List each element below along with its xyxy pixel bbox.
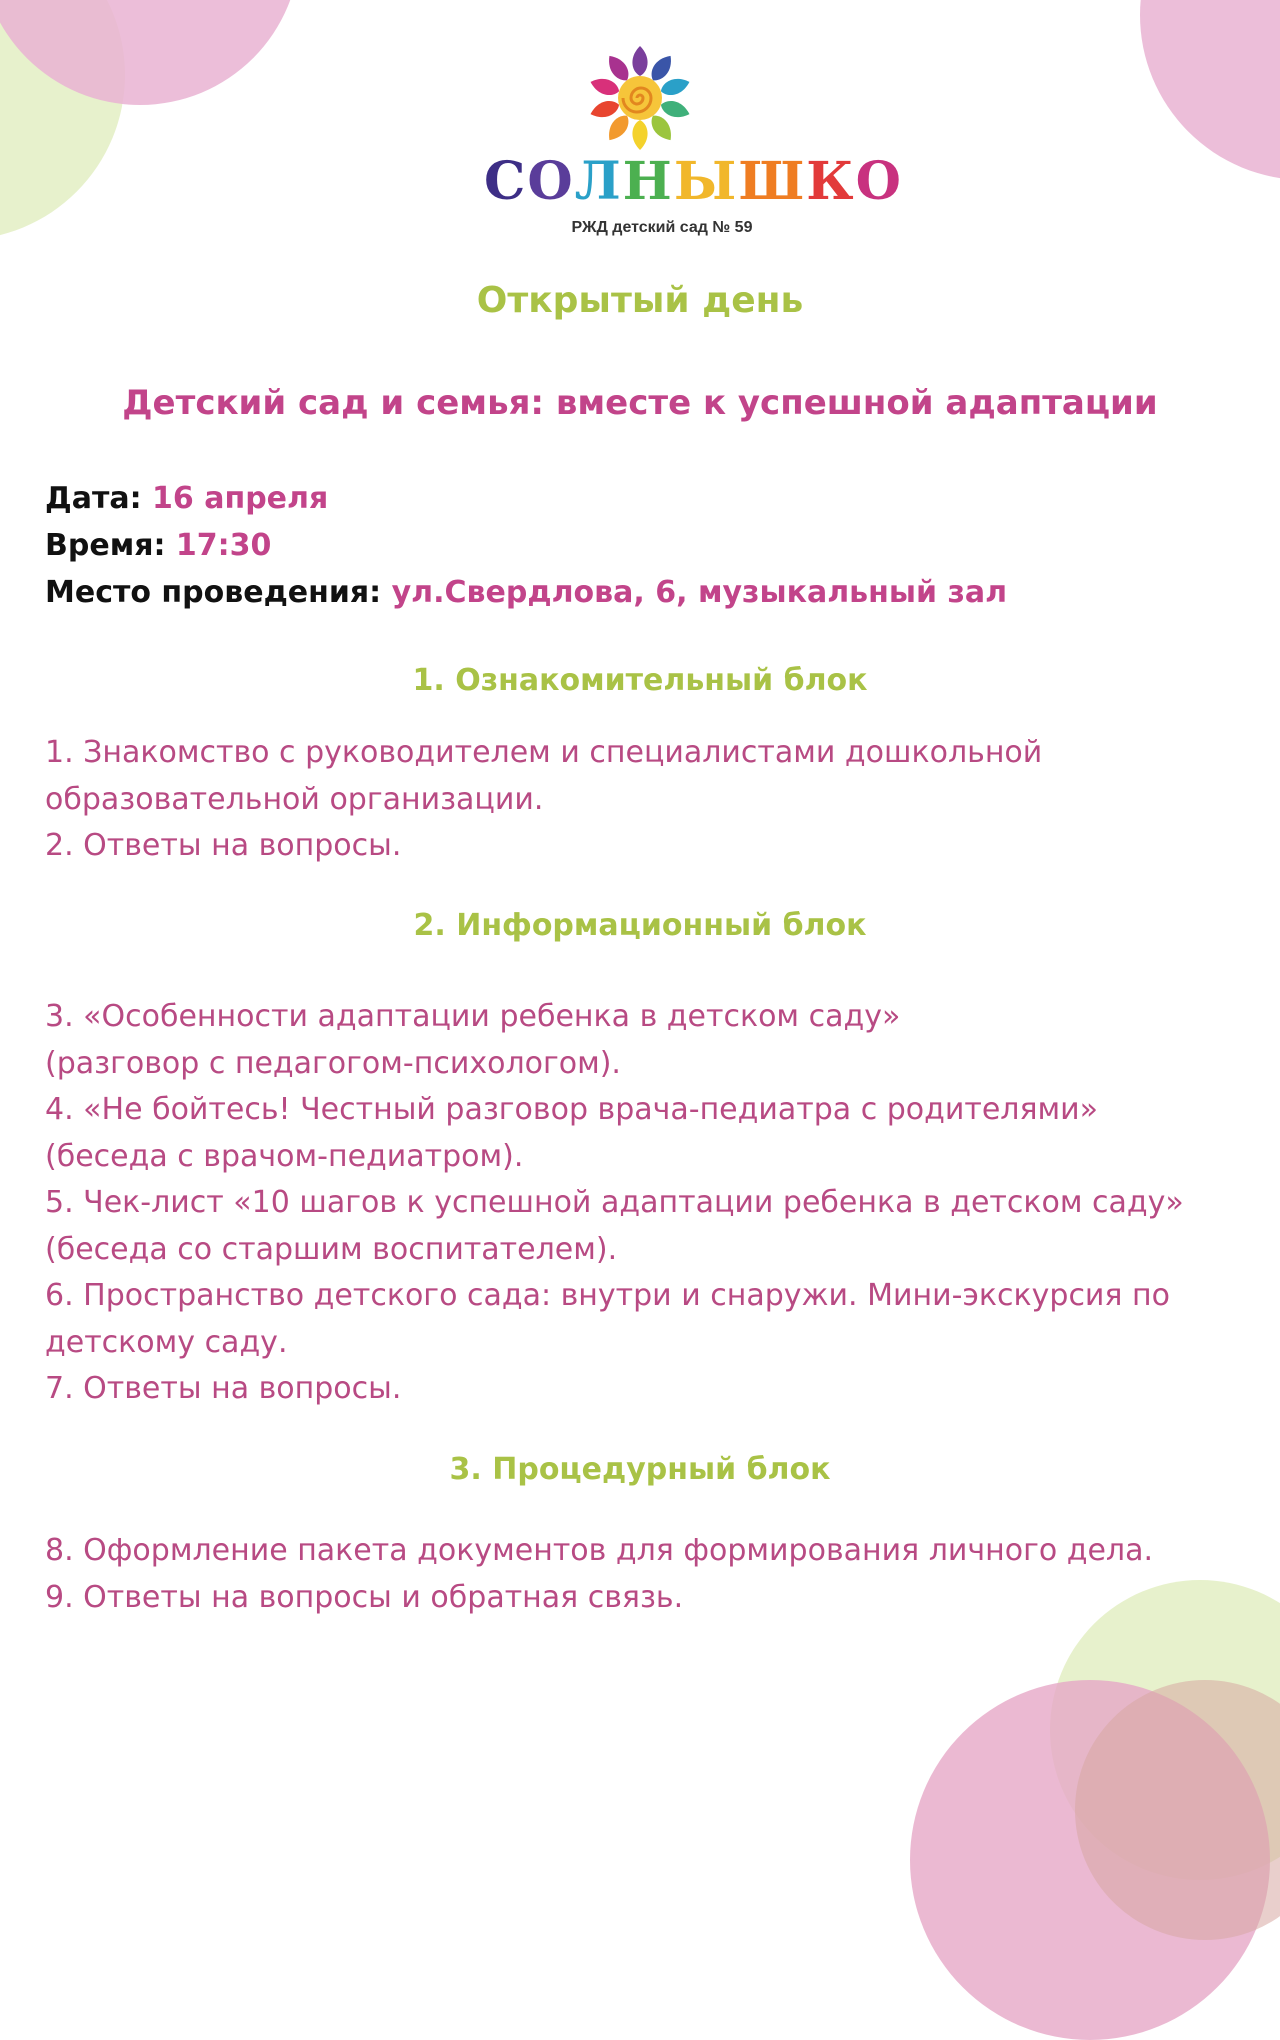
place-label: Место проведения: xyxy=(45,575,382,610)
date-value: 16 апреля xyxy=(152,481,329,516)
block-heading: 1. Ознакомительный блок xyxy=(412,663,868,698)
time-label: Время: xyxy=(45,528,166,563)
block-items xyxy=(45,1528,1245,1621)
list-item: 4. «Не бойтесь! Честный разговор врача-педиатра с родителями» xyxy=(45,1092,1099,1127)
block-items xyxy=(45,994,1245,1413)
list-item: 9. Ответы на вопросы и обратная связь. xyxy=(45,1579,684,1615)
logo-subtitle: РЖД детский сад № 59 xyxy=(571,219,753,236)
block-items xyxy=(45,730,1245,870)
place-value: ул.Свердлова, 6, музыкальный зал xyxy=(391,575,1008,610)
list-item: 7. Ответы на вопросы. xyxy=(45,1371,402,1406)
block-heading: 3. Процедурный блок xyxy=(449,1452,831,1487)
list-item: (беседа с врачом-педиатром). xyxy=(45,1138,524,1174)
list-item: 2. Ответы на вопросы. xyxy=(45,828,402,863)
logo-wordmark: СОЛНЫШКО xyxy=(484,151,903,212)
page-title: Открытый день xyxy=(476,280,804,321)
list-item: 1. Знакомство с руководителем и специалистами дошкольной xyxy=(45,735,1043,770)
list-item: детскому саду. xyxy=(45,1324,288,1360)
list-item: 5. Чек-лист «10 шагов к успешной адаптации ребенка в детском саду» xyxy=(45,1185,1184,1220)
block-heading: 2. Информационный блок xyxy=(413,908,867,943)
date-label: Дата: xyxy=(45,481,142,516)
date-row xyxy=(45,475,1225,522)
list-item: образовательной организации. xyxy=(45,781,544,817)
time-value: 17:30 xyxy=(175,528,272,563)
time-row xyxy=(45,522,1225,569)
list-item: (беседа со старшим воспитателем). xyxy=(45,1231,618,1267)
logo xyxy=(470,44,903,244)
event-subtitle: Детский сад и семья: вместе к успешной адаптации xyxy=(122,383,1158,423)
list-item: 8. Оформление пакета документов для формирования личного дела. xyxy=(45,1533,1154,1568)
sun-icon xyxy=(580,44,700,156)
list-item: (разговор с педагогом-психологом). xyxy=(45,1045,621,1081)
place-row xyxy=(45,569,1225,616)
list-item: 6. Пространство детского сада: внутри и снаружи. Мини-экскурсия по xyxy=(45,1278,1170,1313)
list-item: 3. «Особенности адаптации ребенка в детском саду» xyxy=(45,999,901,1034)
event-info xyxy=(45,475,1225,616)
